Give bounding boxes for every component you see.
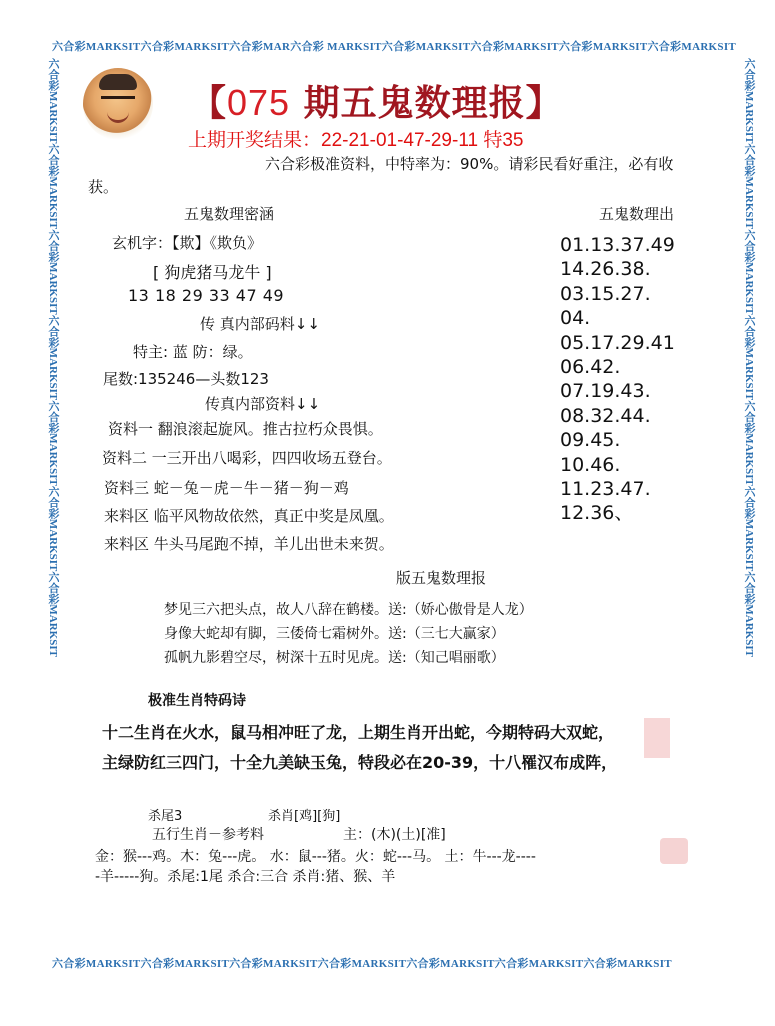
issue-number: 075 [227, 82, 291, 123]
number-row: 07.19.43. [560, 380, 651, 403]
number-row: 01.13.37.49 [560, 234, 675, 256]
zodiac-poem-line-1: 十二生肖在火水，鼠马相冲旺了龙，上期生肖开出蛇，今期特码大双蛇， [102, 723, 615, 742]
title-bracket-open: 【 [190, 82, 228, 124]
number-row: 09.45. [560, 429, 621, 452]
poem-heading: 版五鬼数理报 [396, 569, 487, 587]
tail-head-numbers: 尾数:135246—头数123 [103, 370, 269, 388]
border-left-pattern: 六合彩MARKSIT六合彩MARKSIT六合彩MARKSIT六合彩MARKSIT六合彩MARKSIT六合彩MARKSIT六合彩MARKSIT [47, 58, 59, 657]
number-row: 11.23.47. [560, 477, 651, 500]
page-title [190, 75, 563, 126]
number-row: 12.36、 [560, 502, 634, 525]
number-row: 03.15.27. [560, 282, 651, 305]
number-row: 06.42. [560, 355, 621, 378]
data-line-1: 资料一 翻浪滚起旋风。推古拉朽众畏惧。 [108, 420, 383, 438]
poem-line: 梦见三六把头点，故人八辞在鹤楼。送:（娇心傲骨是人龙） [164, 602, 533, 618]
source-line-2: 来料区 牛头马尾跑不掉，羊儿出世未来贺。 [104, 535, 394, 553]
avatar-smile [107, 110, 129, 123]
avatar-portrait [83, 68, 153, 140]
riddle-line: 玄机字：【欺】《欺负》 [112, 234, 263, 252]
number-row: 08.32.44. [560, 404, 651, 427]
fax-heading-1: 传 真内部码料↓↓ [200, 315, 320, 333]
intro-line-1: 六合彩极准资料，中特率为：90%。请彩民看好重注，必有收 [265, 155, 674, 173]
result-special: 特35 [483, 130, 524, 151]
five-elements-main: 主：(木)(土)[准] [343, 827, 446, 843]
result-numbers: 22-21-01-47-29-11 [321, 130, 479, 151]
number-row: 05.17.29.41 [560, 331, 675, 354]
result-label: 上期开奖结果： [188, 130, 322, 151]
number-row: 14.26.38. [560, 258, 651, 281]
source-line-1: 来料区 临平风物故依然，真正中奖是凤凰。 [104, 507, 394, 525]
zodiac-poem-heading: 极准生肖特码诗 [148, 693, 246, 709]
title-text: 期五鬼数理报 [303, 82, 526, 124]
border-bottom-pattern: 六合彩MARKSIT六合彩MARKSIT六合彩MARKSIT六合彩MARKSIT六合彩MARKSIT六合彩MARKSIT六合彩MARKSIT [52, 958, 672, 970]
five-elements-line-1: 金：猴---鸡。木：兔---虎。 水：鼠---猪。火：蛇---马。 土：牛---龙---- [95, 849, 536, 865]
zodiac-list: [ 狗虎猪马龙牛 ] [153, 263, 272, 282]
kill-tail: 杀尾3 [148, 809, 183, 824]
title-bracket-close: 】 [525, 82, 563, 124]
last-result [188, 125, 523, 152]
poem-line: 身像大蛇却有脚，三倭倚七霜树外。送:（三七大赢家） [164, 626, 505, 642]
five-elements-line-2: -羊-----狗。杀尾:1尾 杀合:三合 杀肖:猪、猴、羊 [95, 869, 396, 885]
five-elements-heading: 五行生肖－参考料 [152, 827, 264, 843]
border-right-pattern: 六合彩MARKSIT六合彩MARKSIT六合彩MARKSIT六合彩MARKSIT六合彩MARKSIT六合彩MARKSIT六合彩MARKSIT [743, 58, 755, 657]
poem-line: 孤帆九影碧空尽，树深十五时见虎。送:（知己唱丽歌） [164, 650, 505, 666]
number-table [560, 233, 675, 526]
special-color: 特主: 蓝 防：绿。 [133, 343, 253, 361]
data-line-2: 资料二 一三开出八喝彩，四四收场五登台。 [102, 449, 392, 467]
avatar-hair [99, 74, 137, 90]
intro-line-2: 获。 [88, 178, 119, 196]
left-section-heading: 五鬼数理密涵 [184, 205, 275, 223]
fax-heading-2: 传真内部资料↓↓ [205, 395, 321, 413]
number-row: 04. [560, 307, 591, 330]
data-line-3: 资料三 蛇－兔－虎－牛－猪－狗－鸡 [104, 479, 349, 497]
stamp-mark [644, 718, 670, 758]
number-list: 13 18 29 33 47 49 [128, 286, 285, 305]
right-section-heading: 五鬼数理出 [599, 205, 675, 223]
border-top-pattern: 六合彩MARKSIT六合彩MARKSIT六合彩MAR六合彩 MARKSIT六合彩MARKSIT六合彩MARKSIT六合彩MARKSIT六合彩MARKSIT [52, 41, 737, 53]
stamp-mark-small [660, 838, 688, 864]
kill-zodiac: 杀肖[鸡][狗] [268, 809, 341, 824]
number-row: 10.46. [560, 453, 621, 476]
zodiac-poem-line-2: 主绿防红三四门，十全九美缺玉兔，特段必在20-39，十八罹汉布成阵， [102, 753, 618, 772]
avatar-glasses [101, 96, 135, 106]
